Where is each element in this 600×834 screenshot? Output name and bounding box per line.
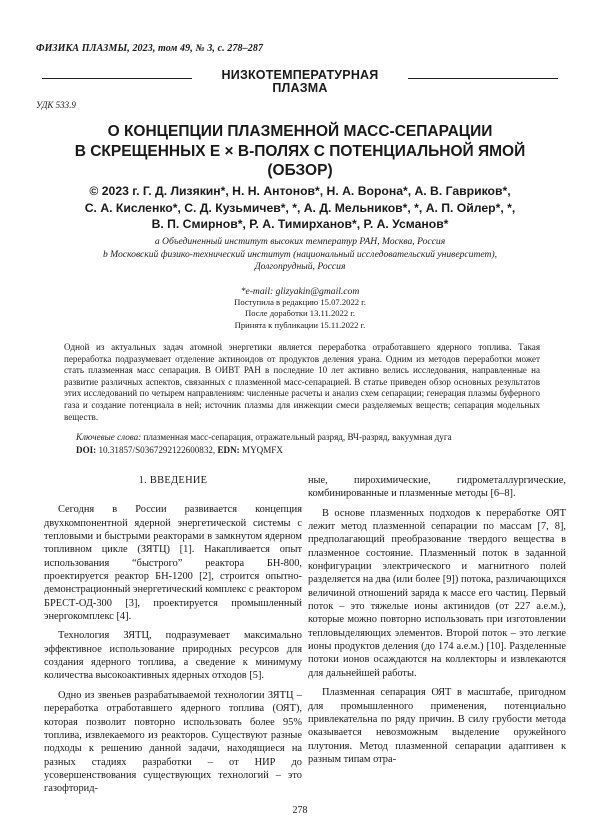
- section-title-line2: ПЛАЗМА: [272, 81, 328, 95]
- edn-label: EDN:: [217, 445, 240, 455]
- doi-line: [76, 445, 283, 457]
- paragraph-4: ные, пирохимические, гидрометаллургические, комбинированные и плазменные методы [6–8].: [308, 475, 566, 500]
- article-title: [40, 122, 560, 181]
- title-line1: О КОНЦЕПЦИИ ПЛАЗМЕННОЙ МАСС-СЕПАРАЦИИ: [107, 123, 493, 140]
- keywords-label: Ключевые слова:: [76, 432, 142, 442]
- date-accepted: Принята к публикации 15.11.2022 г.: [234, 319, 366, 330]
- date-revised: После доработки 13.11.2022 г.: [244, 308, 355, 319]
- journal-header: ФИЗИКА ПЛАЗМЫ, 2023, том 49, № 3, с. 278–287: [36, 43, 264, 54]
- paragraph-5: В основе плазменных подходов к переработке ОЯТ лежит метод плазменной сепарации по массам [7, 8], предполагающий преобразование твердого вещества в плазменное состояние. Плазменный поток в заданной конфигурации электрического и магнитного полей разделяется на два (или более [9]) потока, различающихся величиной отношений заряда к массе его частиц. Первый поток – это тяжелые ионы актинидов (от 227 а.е.м.), которые можно повторно использовать при изготовлении тепловыделяющих элементов. Второй поток – это легкие ионы продуктов деления (до 174 а.е.м.) [10]. Разделенные потоки ионов осаждаются на коллекторы и извлекаются для дальнейшей работы.: [308, 507, 566, 679]
- authors-line2: С. А. Кисленко*, С. Д. Кузьмичев*, *, А. Д. Мельников*, *, А. П. Ойлер*, *,: [84, 200, 516, 215]
- authors-line1: © 2023 г. Г. Д. Лизякин*, Н. Н. Антонов*, Н. А. Ворона*, А. В. Гавриков*,: [89, 184, 511, 198]
- section-title-line1: НИЗКОТЕМПЕРАТУРНАЯ: [221, 68, 379, 82]
- section-rule-right: [408, 78, 558, 79]
- authors-line3: В. П. Смирнов*, Р. А. Тимирханов*, Р. А. Усманов*: [151, 217, 449, 231]
- doi-label: DOI:: [76, 445, 97, 455]
- paragraph-2: Технология ЗЯТЦ, подразумевает максимально эффективное использование природных ресурсов для создания ядерного топлива, а сведение к минимуму количества высокоактивных ядерных отходов [5].: [44, 630, 302, 682]
- affiliation-a: a Объединенный институт высоких температур РАН, Москва, Россия: [154, 236, 446, 247]
- publication-dates: [40, 286, 560, 331]
- udk-code: УДК 533.9: [36, 100, 76, 110]
- doi-value: 10.31857/S0367292122600832,: [96, 445, 218, 455]
- title-line2: В СКРЕЩЕННЫХ Е × В-ПОЛЯХ С ПОТЕНЦИАЛЬНОЙ ЯМОЙ: [74, 142, 526, 160]
- date-received: Поступила в редакцию 15.07.2022 г.: [234, 297, 366, 308]
- paragraph-6: Плазменная сепарация ОЯТ в масштабе, пригодном для промышленного применения, потенциально привлекательна по ряду причин. В силу грубости метода оказывается невозможным выделение оружейного плутония. Метод плазменной сепарации адаптивен к разным типам отра-: [308, 687, 566, 765]
- title-line3: (ОБЗОР): [267, 162, 333, 179]
- paragraph-3: Одно из звеньев разрабатываемой технологии ЗЯТЦ – переработка отработавшего ядерного топлива (ОЯТ), которая позволит повторно использовать более 95% топлива, извлекаемого из реакторов. Существуют разные подходы к решению данной задачи, находящиеся на разных стадиях разработки – от НИР до усовершенствования существующих технологий – это газофторид-: [44, 689, 302, 795]
- page-number: 278: [292, 805, 308, 816]
- keywords-text: плазменная масс-сепарация, отражательный разряд, ВЧ-разряд, вакуумная дуга: [141, 432, 452, 442]
- email: *e-mail: glizyakin@gmail.com: [240, 286, 360, 297]
- left-column: [44, 474, 302, 802]
- paragraph-1: Сегодня в России развивается концепция двухкомпонентной ядерной энергетической системы с тепловыми и быстрыми реакторами в замкнутом ядерном топливном цикле (ЗЯТЦ) [1]. Накапливается опыт использования “быстрого” реактора БН-800, проектируется реактор БН-1200 [2], строится опытно-демонстрационный энергетический комплекс с реактором БРЕСТ-ОД-300 [3], проектируется промышленный энергокомплекс [4].: [44, 504, 302, 623]
- section-title: [200, 69, 400, 95]
- section-heading: 1. ВВЕДЕНИЕ: [138, 475, 208, 486]
- right-column: [308, 474, 566, 772]
- affiliation-b-line2: Долгопрудный, Россия: [254, 261, 346, 272]
- section-rule-left: [42, 78, 192, 79]
- keywords: [76, 432, 546, 444]
- abstract: Одной из актуальных задач атомной энергетики является переработка отработавшего ядерного топлива. Такая переработка подразумевает отделение актиноидов от продуктов деления урана. Одним из методов переработки может стать плазменная масс сепарация. В ОИВТ РАН в последние 10 лет активно велись исследования, направленные на развитие различных аспектов, связанных с плазменной масс-сепарацией. В статье приведен обзор основных результатов этих исследований по четырем направлениям: численные расчеты и анализ схем сепарации; генерация плазмы буферного газа и создание потенциала в ней; источник плазмы для инжекции смеси разделяемых веществ; сепарация модельных веществ.: [64, 342, 540, 422]
- edn-value: MYQMFX: [239, 445, 283, 455]
- authors-list: [40, 183, 560, 233]
- affiliation-b-line1: b Московский физико-технический институт (национальный исследовательский университет),: [102, 249, 498, 260]
